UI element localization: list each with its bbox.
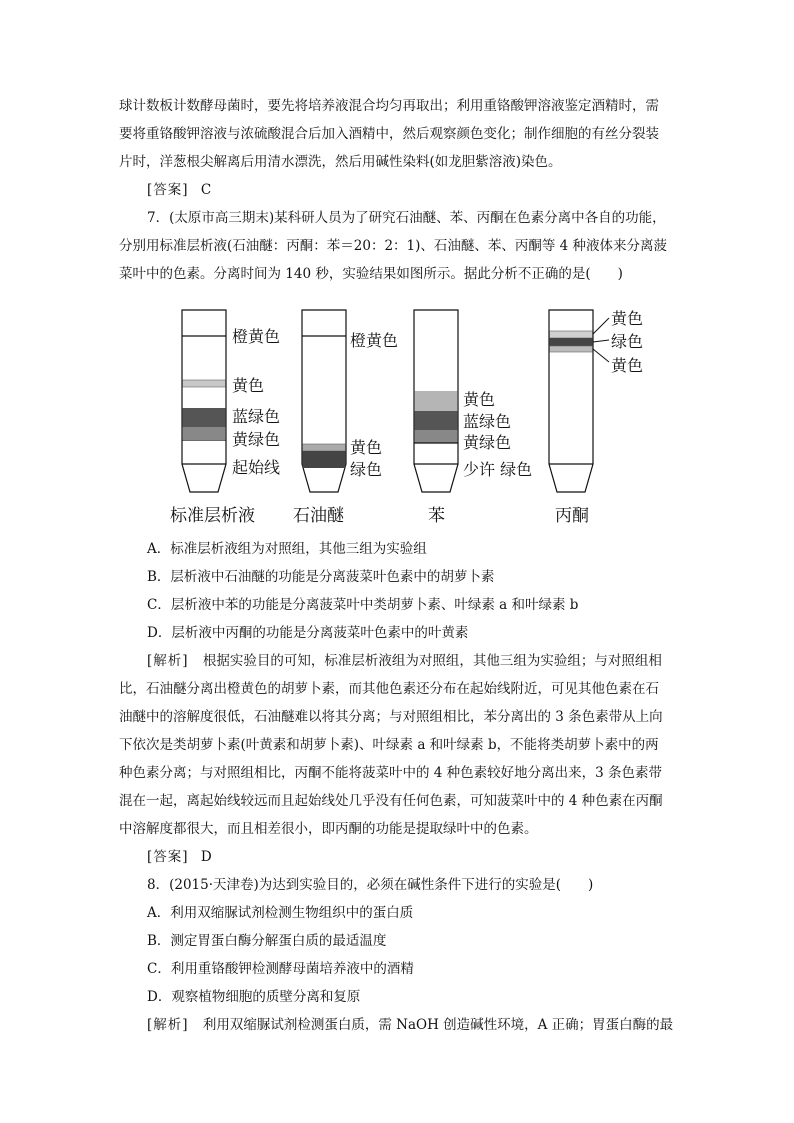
tube-name: 标准层析液 — [170, 506, 255, 526]
tube-name: 石油醚 — [293, 506, 344, 526]
analysis-line — [147, 652, 662, 670]
answer-line — [147, 848, 212, 866]
band-label: 黄绿色 — [232, 430, 281, 449]
analysis-line: 种色素分离；与对照组相比，丙酮不能将菠菜叶中的 4 种色素较好地分离出来，3 条色素带 — [119, 765, 663, 781]
band-label: 橙黄色 — [350, 331, 399, 350]
analysis-tag: [解析] — [147, 1017, 189, 1033]
option-line: A．标准层析液组为对照组，其他三组为实验组 — [147, 541, 427, 557]
answer-tag: [答案] — [147, 849, 189, 865]
analysis-tag: [解析] — [147, 653, 189, 669]
option-line: B．层析液中石油醚的功能是分离菠菜叶色素中的胡萝卜素 — [147, 569, 495, 585]
option-line: D．观察植物细胞的质壁分离和复原 — [147, 989, 361, 1005]
tube-name: 丙酮 — [555, 506, 589, 526]
option-line: C．利用重铬酸钾检测酵母菌培养液中的酒精 — [147, 961, 414, 977]
band-label: 橙黄色 — [232, 327, 281, 346]
band-label: 黄色 — [350, 438, 383, 457]
band-label: 黄色 — [611, 356, 644, 375]
option-line: D．层析液中丙酮的功能是分离菠菜叶色素中的叶黄素 — [147, 625, 469, 641]
option-line: C．层析液中苯的功能是分离菠菜叶中类胡萝卜素、叶绿素 a 和叶绿素 b — [147, 597, 579, 613]
question-8-stem: 8．(2015·天津卷)为达到实验目的，必须在碱性条件下进行的实验是( ) — [147, 877, 594, 893]
band-label: 黄色 — [463, 390, 496, 409]
tube-name: 苯 — [428, 506, 445, 526]
text-line: 要将重铬酸钾溶液与浓硫酸混合后加入酒精中，然后观察颜色变化；制作细胞的有丝分裂装 — [119, 126, 659, 142]
question-7-line: 菜叶中的色素。分离时间为 140 秒，实验结果如图所示。据此分析不正确的是( ) — [119, 266, 623, 282]
option-line: B．测定胃蛋白酶分解蛋白质的最适温度 — [147, 933, 387, 949]
option-line: A．利用双缩脲试剂检测生物组织中的蛋白质 — [147, 905, 414, 921]
analysis-line: 中溶解度都很大，而且相差很小，即丙酮的功能是提取绿叶中的色素。 — [119, 821, 538, 837]
analysis-line: 下依次是类胡萝卜素(叶黄素和胡萝卜素)、叶绿素 a 和叶绿素 b，不能将类胡萝卜素中的两 — [119, 737, 659, 753]
answer-value: D — [200, 849, 212, 865]
chromatography-figure — [160, 298, 660, 530]
analysis-line: 比，石油醚分离出橙黄色的胡萝卜素，而其他色素还分布在起始线附近，可见其他色素在石 — [119, 681, 659, 697]
text-line: 片时，洋葱根尖解离后用清水漂洗，然后用碱性染料(如龙胆紫溶液)染色。 — [119, 154, 562, 170]
analysis-line: 油醚中的溶解度很低，石油醚难以将其分离；与对照组相比，苯分离出的 3 条色素带从上向 — [119, 709, 663, 725]
analysis-line — [147, 1016, 673, 1034]
band-label: 绿色 — [350, 460, 383, 479]
band-label: 蓝绿色 — [232, 407, 281, 426]
pointer-lines — [160, 298, 660, 530]
band-label: 黄色 — [232, 376, 265, 395]
question-7-line: 分别用标准层析液(石油醚：丙酮：苯＝20：2：1)、石油醚、苯、丙酮等 4 种液体来分离菠 — [119, 238, 668, 254]
band-label: 少许 绿色 — [463, 460, 533, 479]
analysis-text: 根据实验目的可知，标准层析液组为对照组，其他三组为实验组；与对照组相 — [202, 653, 662, 669]
band-label: 黄绿色 — [463, 433, 512, 452]
band-label: 蓝绿色 — [463, 412, 512, 431]
text-line: 球计数板计数酵母菌时，要先将培养液混合均匀再取出；利用重铬酸钾溶液鉴定酒精时，需 — [119, 98, 659, 114]
analysis-text: 利用双缩脲试剂检测蛋白质，需 NaOH 创造碱性环境，A 正确；胃蛋白酶的最 — [202, 1017, 674, 1033]
band-label: 起始线 — [232, 458, 281, 477]
answer-value: C — [200, 182, 212, 198]
analysis-line: 混在一起，离起始线较远而且起始线处几乎没有任何色素，可知菠菜叶中的 4 种色素在丙酮 — [119, 793, 663, 809]
answer-tag: [答案] — [147, 182, 189, 198]
answer-line — [147, 181, 211, 199]
question-7-line: 7．(太原市高三期末)某科研人员为了研究石油醚、苯、丙酮在色素分离中各自的功能， — [147, 210, 666, 226]
band-label: 黄色 — [611, 309, 644, 328]
band-label: 绿色 — [611, 332, 644, 351]
